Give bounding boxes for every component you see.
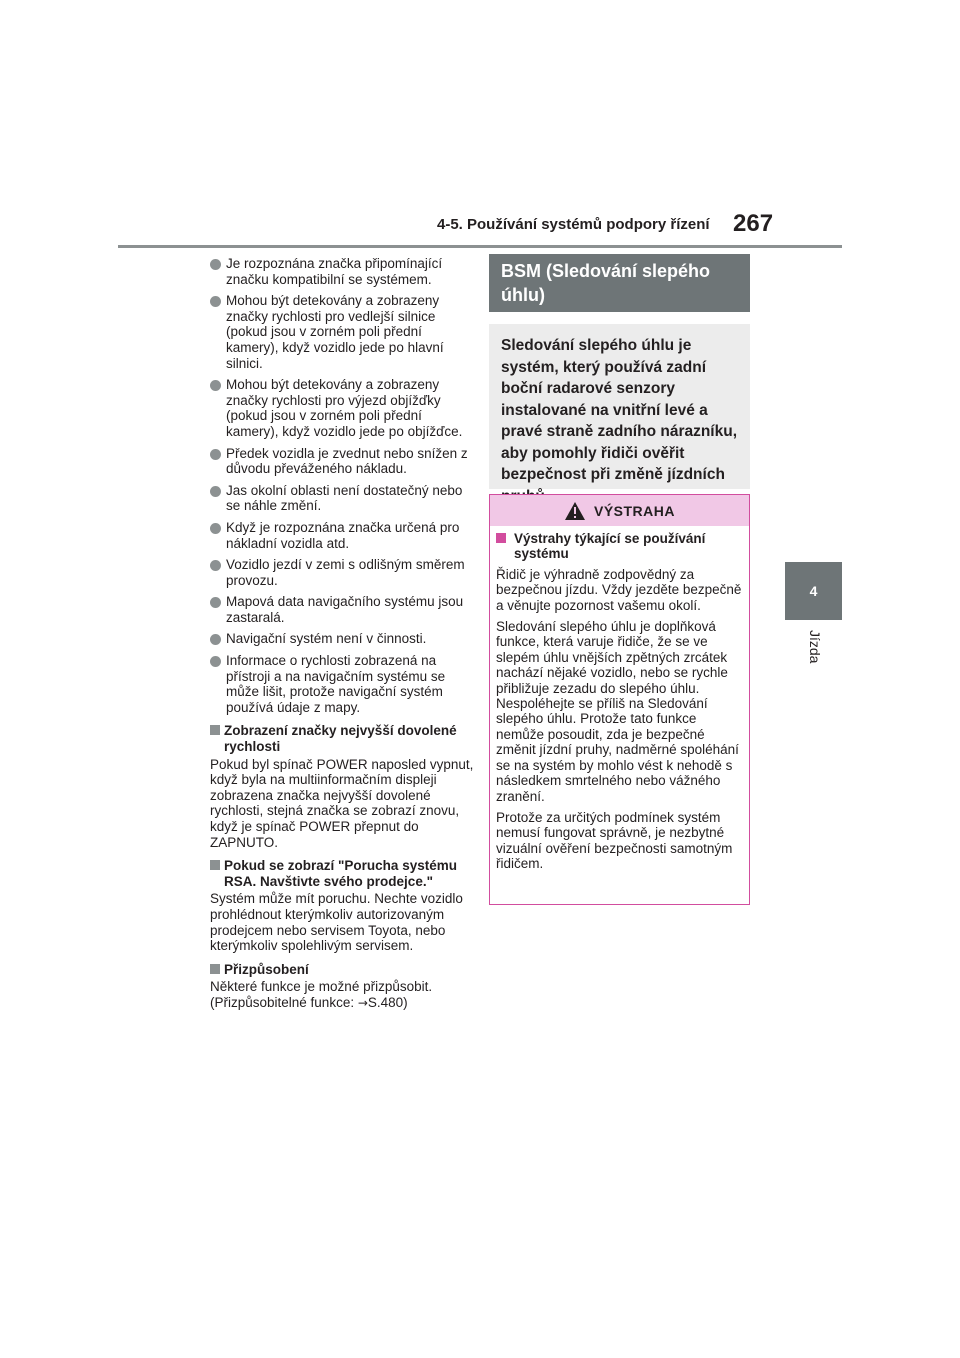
list-item: Navigační systém není v činnosti. [210,631,475,647]
list-item: Předek vozidla je zvednut nebo snížen z důvodu převáženého nákladu. [210,446,475,477]
list-item: Mohou být detekovány a zobrazeny značky rychlosti pro vedlejší silnice (pokud jsou v zorném poli přední kamery), když vozidlo jede po hlavní silnici. [210,293,475,371]
section-title: 4-5. Používání systémů podpory řízení [437,216,710,233]
bsm-section-title: BSM (Sledování slepého úhlu) [489,254,750,312]
warning-body [490,526,749,883]
list-item: Jas okolní oblasti není dostatečný nebo se náhle změní. [210,483,475,514]
list-item: Informace o rychlosti zobrazená na přístroji a na navigačním systému se může lišit, protože navigační systém používá údaje z mapy. [210,653,475,715]
arrow-right-icon: → [357,995,368,1010]
customization-text: Některé funkce je možné přizpůsobit. (Přizpůsobitelné funkce: [210,979,433,1010]
left-column [210,256,475,1016]
page-number: 267 [733,210,774,237]
bsm-intro: Sledování slepého úhlu je systém, který používá zadní boční radarové senzory instalované na vnitřní levé a pravé straně zadního nárazníku, aby pomohly řidiči ověřit bezpečnost při změně jízdních [489,324,750,489]
warning-paragraph: Sledování slepého úhlu je doplňková funkce, která varuje řidiče, že se ve slepém úhlu vnějších zpětných zrcátek nachází nějaké vozidlo, nebo se rychle přibližuje zezadu do slepého úhlu. Nespoléhejte se příliš na Sledování slepého úhlu. Protože tato funkce nemůže posoudit, zda je bezpečné změnit jízdní pruhy, nadměrné spoléhání se na systém by mohlo vést k nehodě s následkem smrtelného nebo vážného zranění. [496,619,739,804]
list-item: Mapová data navigačního systému jsou zastaralá. [210,594,475,625]
section-text-rsa-malfunction: Systém může mít poruchu. Nechte vozidlo prohlédnout kterýmkoliv autorizovaným prodejcem nebo servisem Toyota, nebo kterýmkoliv spolehlivým servisem. [210,891,463,954]
warning-box [489,494,750,905]
list-item: Vozidlo jezdí v zemi s odlišným směrem provozu. [210,557,475,588]
header-divider [118,245,842,248]
warning-title: VÝSTRAHA [593,502,675,519]
warning-paragraph: Řidič je výhradně zodpovědný za bezpečnou jízdu. Vždy jezděte bezpečně a věnujte pozornost vašemu okolí. [496,566,742,613]
list-item: Mohou být detekovány a zobrazeny značky rychlosti pro výjezd objížďky (pokud jsou v zorném poli přední kamery), když vozidlo jede po objížďce. [210,377,475,439]
page-reference-link[interactable]: S.480) [367,994,408,1010]
list-item: Když je rozpoznána značka určená pro nákladní vozidla atd. [210,520,475,551]
warning-header [490,495,749,526]
list-item: Je rozpoznána značka připomínající značku kompatibilní se systémem. [210,256,475,287]
section-heading-customization: Přizpůsobení [210,962,475,978]
chapter-label: Jízda [807,630,823,664]
section-heading-rsa-malfunction: Pokud se zobrazí "Porucha systému RSA. Navštivte svého prodejce." [210,858,475,889]
warning-triangle-icon [564,501,586,521]
chapter-tab[interactable]: 4 [785,562,842,620]
warning-subtitle: Výstrahy týkající se používání systému [496,531,743,562]
section-heading-speed-sign-display: Zobrazení značky nejvyšší dovolené rychlosti [210,723,475,754]
section-text-customization [210,979,475,1011]
warning-paragraph: Protože za určitých podmínek systém nemusí fungovat správně, je nezbytné vizuální ověření bezpečnosti samotným řidičem. [496,809,733,872]
section-text-speed-sign-display: Pokud byl spínač POWER naposled vypnut, když byla na multiinformačním displeji zobrazena značka nejvyšší dovolené rychlosti, stejná značka se zobrazí znovu, když je spínač POWER přepnut do ZAPNUTO. [210,756,474,850]
